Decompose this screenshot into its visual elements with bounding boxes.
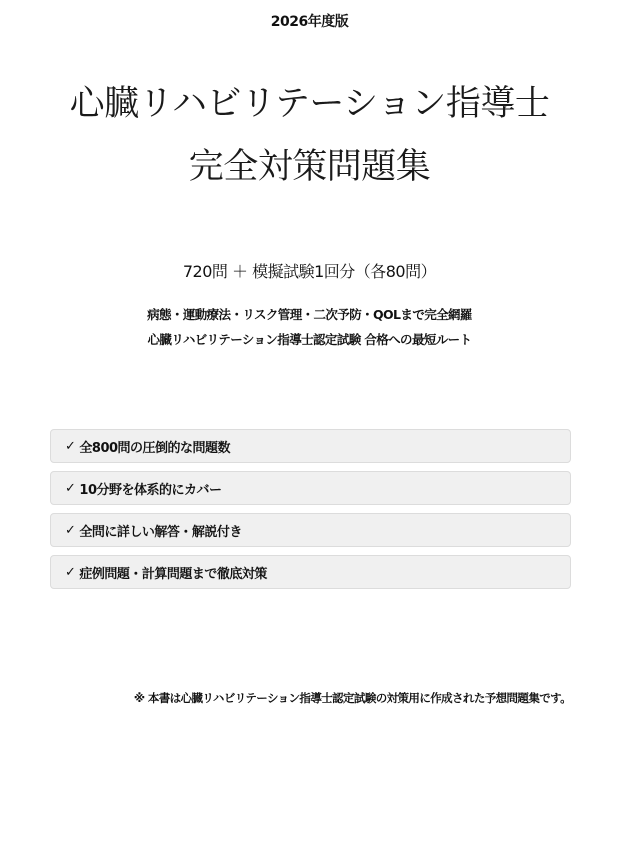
title-line-1: 心臓リハビリテーション指導士 (69, 84, 550, 124)
question-count-subtitle: 720問 ＋ 模擬試験1回分（各80問） (182, 262, 437, 281)
feature-text: 10分野を体系的にカバー (79, 482, 222, 498)
exam-description: 心臓リハビリテーション指導士認定試験 合格への最短ルート (147, 332, 472, 347)
feature-text: 全問に詳しい解答・解説付き (79, 524, 242, 540)
check-icon: ✓ (65, 564, 76, 580)
coverage-description: 病態・運動療法・リスク管理・二次予防・QOLまで完全網羅 (147, 307, 472, 322)
feature-item (50, 513, 571, 547)
feature-text: 全800問の圧倒的な問題数 (79, 440, 231, 456)
feature-text: 症例問題・計算問題まで徹底対策 (79, 566, 267, 582)
feature-list (50, 429, 571, 597)
feature-item (50, 429, 571, 463)
title-line-2: 完全対策問題集 (188, 147, 431, 187)
edition-label: 2026年度版 (270, 14, 349, 30)
check-icon: ✓ (65, 522, 76, 538)
check-icon: ✓ (65, 480, 76, 496)
disclaimer-note: ※ 本書は心臓リハビリテーション指導士認定試験の対策用に作成された予想問題集です。 (133, 691, 571, 705)
check-icon: ✓ (65, 438, 76, 454)
feature-item (50, 471, 571, 505)
feature-item (50, 555, 571, 589)
